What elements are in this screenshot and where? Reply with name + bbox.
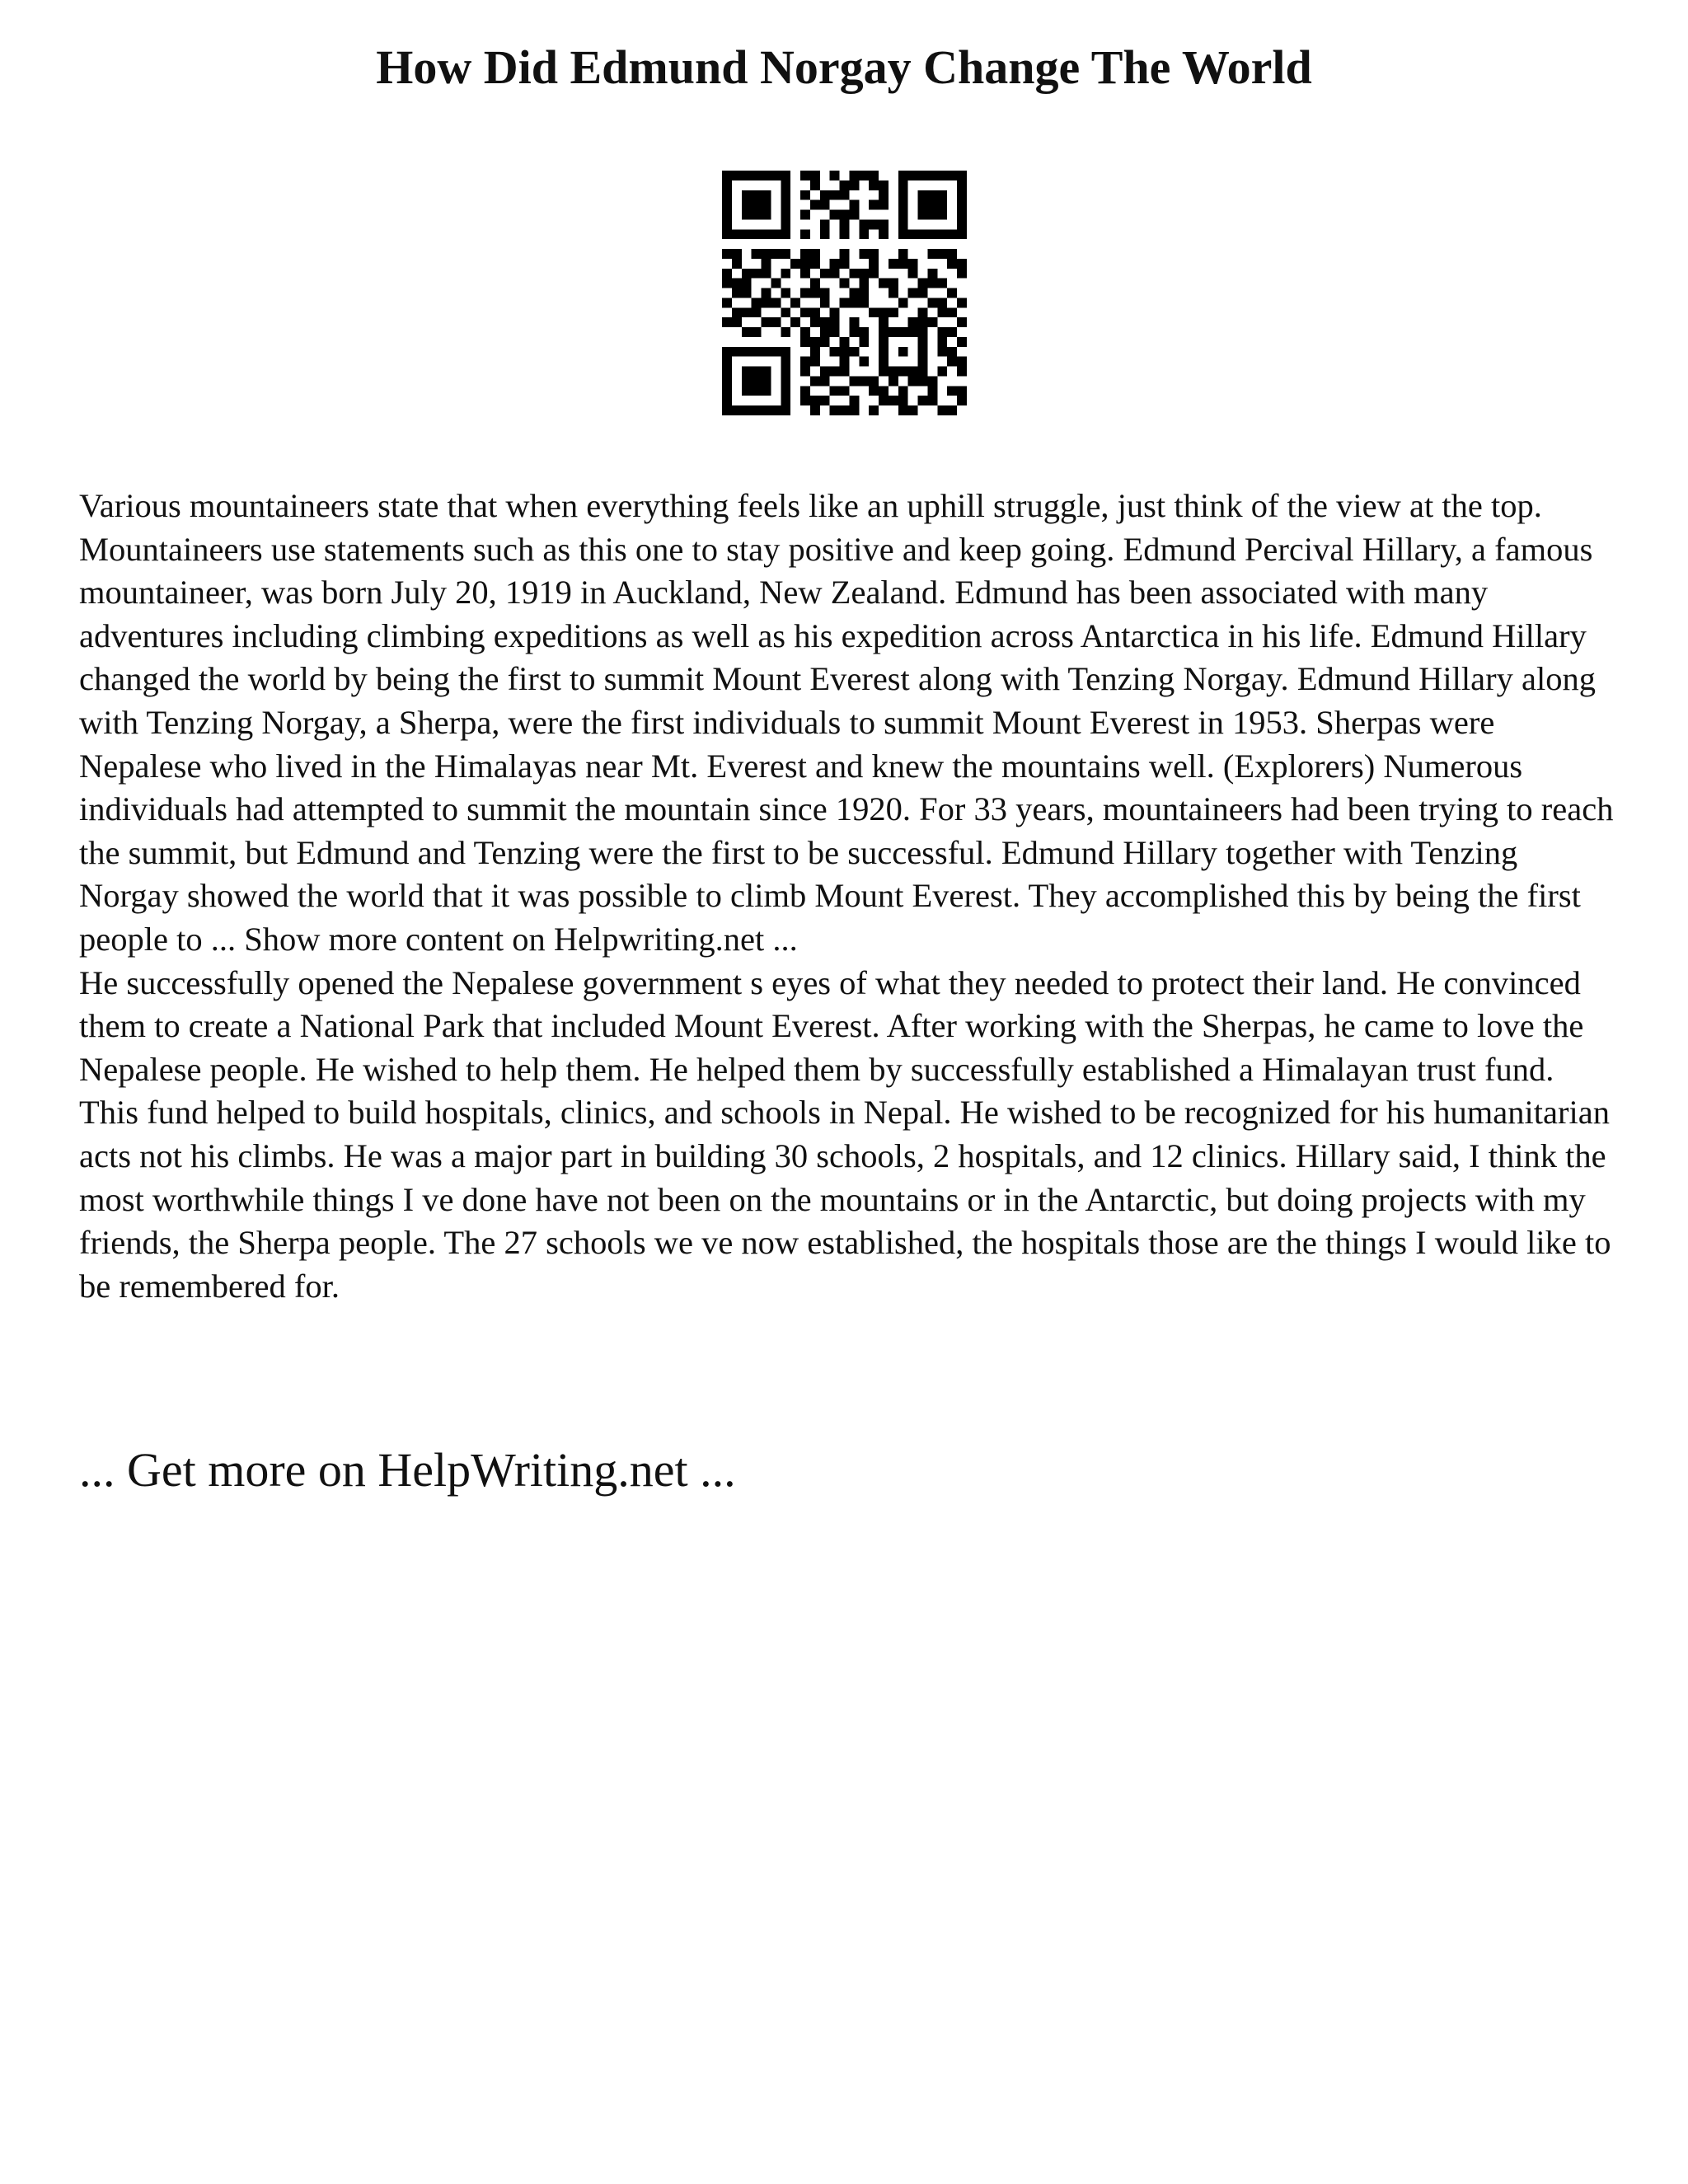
paragraph: Various mountaineers state that when everything feels like an uphill struggle, just think of the view at the top. Mountaineers use statements such as this one to stay positive and keep going. Edmund Percival Hillary, a famous mountaineer, was born July 20, 1919 in Auckland, New Zealand. Edmund has been associated with many adventures including climbing expeditions as well as his expedition across Antarctica in his life. Edmund Hillary changed the world by being the first to summit Mount Everest along with Tenzing Norgay. Edmund Hillary along with Tenzing Norgay, a Sherpa, were the first individuals to summit Mount Everest in 1953. Sherpas were Nepalese who lived in the Himalayas near Mt. Everest and knew the mountains well. (Explorers) Numerous individuals had attempted to summit the mountain since 1920. For 33 years, mountaineers had been trying to reach the summit, but Edmund and Tenzing were the first to be successful. Edmund Hillary together with Tenzing Norgay showed the world that it was possible to climb Mount Everest. They accomplished this by being the first people to ... Show more content on Helpwriting.net ... xyxy=(79,487,1614,958)
get-more-link[interactable]: ... Get more on HelpWriting.net ... xyxy=(79,1443,736,1497)
article-body xyxy=(79,485,1619,1308)
page-title: How Did Edmund Norgay Change The World xyxy=(376,40,1312,94)
paragraph: He successfully opened the Nepalese government s eyes of what they needed to protect their land. He convinced them to create a National Park that included Mount Everest. After working with the Sherpas, he came to love the Nepalese people. He wished to help them. He helped them by successfully established a Himalayan trust fund. This fund helped to build hospitals, clinics, and schools in Nepal. He wished to be recognized for his humanitarian acts not his climbs. He was a major part in building 30 schools, 2 hospitals, and 12 clinics. Hillary said, I think the most worthwhile things I ve done have not been on the mountains or in the Antarctic, but doing projects with my friends, the Sherpa people. The 27 schools we ve now established, the hospitals those are the things I would like to be remembered for. xyxy=(79,963,1611,1305)
qr-code-icon xyxy=(722,171,967,415)
